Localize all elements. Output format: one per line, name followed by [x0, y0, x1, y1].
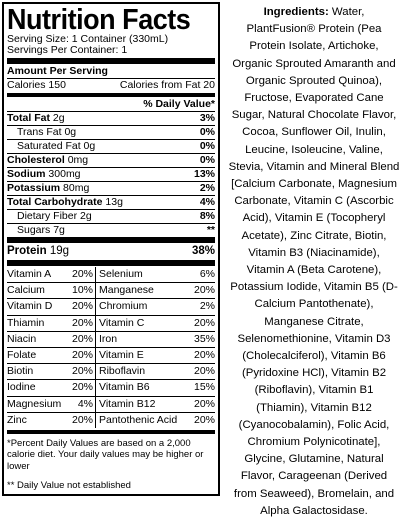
vitamin-cell-left	[7, 348, 95, 363]
daily-value-header: % Daily Value*	[143, 98, 215, 110]
vitamin-name: Vitamin C	[99, 316, 145, 329]
nutrient-dv: 0%	[199, 126, 215, 138]
nutrient-dv: **	[206, 224, 215, 236]
nutrient-label: Potassium	[7, 182, 61, 194]
amount-per-serving: Amount Per Serving	[7, 65, 108, 77]
vitamin-cell-right	[96, 348, 215, 363]
divider-thick	[7, 58, 215, 64]
vitamin-dv: 20%	[71, 316, 93, 329]
vitamin-name: Vitamin B6	[99, 381, 150, 394]
nutrient-dv: 13%	[193, 168, 215, 180]
protein-amount: 19g	[49, 245, 70, 257]
vitamin-name: Manganese	[99, 284, 154, 297]
nutrient-row	[7, 154, 215, 167]
vitamin-dv: 20%	[193, 316, 215, 329]
nutrient-label: Dietary Fiber	[17, 210, 78, 222]
vitamin-cell-left	[7, 380, 95, 395]
vitamin-name: Biotin	[7, 365, 34, 378]
vitamin-name: Pantothenic Acid	[99, 413, 178, 426]
vitamin-cell-right	[96, 299, 215, 314]
daily-value-not-established: ** Daily Value not established	[7, 480, 131, 492]
nutrient-dv: 0%	[199, 154, 215, 166]
vitamin-name: Riboflavin	[99, 365, 146, 378]
calories-row	[7, 79, 215, 92]
vitamin-dv: 35%	[193, 332, 215, 345]
vitamin-cell-right	[96, 267, 215, 282]
vitamin-name: Thiamin	[7, 316, 45, 329]
vitamin-dv: 20%	[193, 413, 215, 426]
nutrient-row	[7, 210, 215, 223]
nutrient-dv: 2%	[199, 182, 215, 194]
vitamin-dv: 4%	[77, 397, 93, 410]
nutrient-label: Sugars	[17, 224, 51, 236]
vitamin-dv: 20%	[71, 300, 93, 313]
nutrient-amount: 2g	[80, 210, 92, 222]
divider-thick	[7, 237, 215, 243]
calories-label: Calories 150	[7, 79, 66, 91]
vitamin-cell-right	[96, 332, 215, 347]
nutrient-row	[7, 168, 215, 181]
calories-from-fat: Calories from Fat 20	[119, 79, 215, 91]
vitamin-cell-left	[7, 413, 95, 428]
vitamin-dv: 20%	[193, 284, 215, 297]
vitamin-cell-left	[7, 299, 95, 314]
nutrition-facts-title: Nutrition Facts	[7, 4, 191, 36]
vitamin-dv: 20%	[193, 365, 215, 378]
vitamin-dv: 15%	[193, 381, 215, 394]
nutrient-row	[7, 126, 215, 139]
nutrient-dv: 8%	[199, 210, 215, 222]
nutrient-amount: 80mg	[63, 182, 90, 194]
vitamin-cell-left	[7, 332, 95, 347]
divider-medium	[7, 430, 215, 434]
vitamin-dv: 20%	[193, 348, 215, 361]
nutrient-amount: 7g	[53, 224, 65, 236]
nutrient-amount: 300mg	[48, 168, 81, 180]
vitamin-dv: 20%	[71, 268, 93, 280]
vitamin-dv: 10%	[71, 284, 93, 297]
vitamin-cell-left	[7, 364, 95, 379]
divider-thick	[7, 260, 215, 266]
nutrient-row	[7, 196, 215, 209]
servings-per-container: Servings Per Container: 1	[7, 44, 128, 56]
nutrient-row	[7, 140, 215, 153]
daily-value-footnote: *Percent Daily Values are based on a 2,000 calorie diet. Your daily values may be higher or lower	[7, 437, 204, 472]
vitamin-cell-left	[7, 283, 95, 298]
nutrient-dv: 3%	[199, 112, 215, 124]
vitamin-name: Vitamin A	[7, 268, 52, 280]
nutrient-label: Trans Fat	[17, 126, 62, 138]
nutrient-row	[7, 182, 215, 195]
divider-medium	[7, 93, 215, 97]
vitamin-cell-right	[96, 316, 215, 331]
vitamin-name: Niacin	[7, 332, 37, 345]
nutrient-dv: 4%	[199, 196, 215, 208]
nutrient-dv: 0%	[199, 140, 215, 152]
vitamin-cell-left	[7, 267, 95, 282]
vitamin-dv: 20%	[71, 332, 93, 345]
vitamin-cell-right	[96, 364, 215, 379]
vitamin-name: Iodine	[7, 381, 36, 394]
ingredients-block	[228, 4, 400, 520]
vitamin-dv: 2%	[199, 300, 215, 313]
nutrient-amount: 0g	[64, 126, 77, 138]
vitamin-name: Folate	[7, 348, 37, 361]
nutrient-label: Sodium	[7, 168, 46, 180]
vitamin-cell-left	[7, 397, 95, 412]
nutrient-amount: 0g	[83, 140, 96, 152]
vitamin-name: Calcium	[7, 284, 45, 297]
vitamin-dv: 20%	[71, 365, 93, 378]
nutrient-amount: 13g	[105, 196, 123, 208]
protein-label: Protein	[7, 245, 47, 257]
vitamin-name: Magnesium	[7, 397, 62, 410]
nutrient-label: Saturated Fat	[17, 140, 81, 152]
protein-dv: 38%	[191, 245, 215, 257]
vitamin-cell-right	[96, 283, 215, 298]
vitamin-dv: 20%	[71, 348, 93, 361]
nutrient-rows	[7, 112, 215, 237]
serving-size: Serving Size: 1 Container (330mL)	[7, 33, 169, 45]
vitamin-name: Selenium	[99, 268, 143, 280]
vitamins-grid	[7, 267, 215, 428]
protein-row	[7, 244, 215, 258]
vitamin-dv: 20%	[71, 381, 93, 394]
nutrient-row	[7, 224, 215, 237]
vitamin-dv: 20%	[193, 397, 215, 410]
vitamin-name: Zinc	[7, 413, 27, 426]
nutrient-label: Total Fat	[7, 112, 50, 124]
vitamin-name: Chromium	[99, 300, 148, 313]
vitamin-dv: 6%	[199, 268, 215, 280]
vitamin-cell-right	[96, 380, 215, 395]
nutrient-row	[7, 112, 215, 125]
nutrient-amount: 2g	[52, 112, 65, 124]
nutrient-label: Cholesterol	[7, 154, 65, 166]
nutrient-amount: 0mg	[67, 154, 89, 166]
vitamin-name: Vitamin E	[99, 348, 144, 361]
vitamin-name: Vitamin D	[7, 300, 53, 313]
vitamin-name: Vitamin B12	[99, 397, 156, 410]
vitamin-dv: 20%	[71, 413, 93, 426]
vitamin-cell-left	[7, 316, 95, 331]
ingredients-text: Water, PlantFusion® Protein (Pea Protein Isolate, Artichoke, Organic Sprouted Amaranth and Organic Sprouted Quinoa), Fructose, Evaporated Cane Sugar, Natural Chocolate Flavor, Cocoa, Sunflower Oil, Inulin, Leucine, Isoleucine, Valine, Stevia, Vitamin and Mineral Blend [Calcium Carbonate, Magnesium Carbonate, Vitamin C (Ascorbic Acid), Vitamin E (Tocopheryl Acetate), Zinc Citrate, Biotin, Vitamin B3 (Niacinamide), Vitamin A (Beta Carotene), Potassium Iodide, Vitamin B5 (D-Calcium Pantothenate), Manganese Citrate, Selenomethionine, Vitamin D3 (Cholecalciferol), Vitamin B6 (Pyridoxine HCl), Vitamin B2 (Riboflavin), Vitamin B1 (Thiamin), Vitamin B12 (Cyanocobalamin), Folic Acid, Chromium Polynicotinate], Glycine, Glutamine, Natural Flavor, Carageenan (Derived from Seaweed), Bromelain, and Alpha Galactosidase.	[228, 6, 400, 517]
vitamin-cell-right	[96, 413, 215, 428]
nutrition-facts-panel	[2, 2, 220, 496]
nutrient-label: Total Carbohydrate	[7, 196, 103, 208]
ingredients-label: Ingredients:	[263, 6, 329, 18]
vitamin-cell-right	[96, 397, 215, 412]
vitamin-name: Iron	[99, 332, 118, 345]
